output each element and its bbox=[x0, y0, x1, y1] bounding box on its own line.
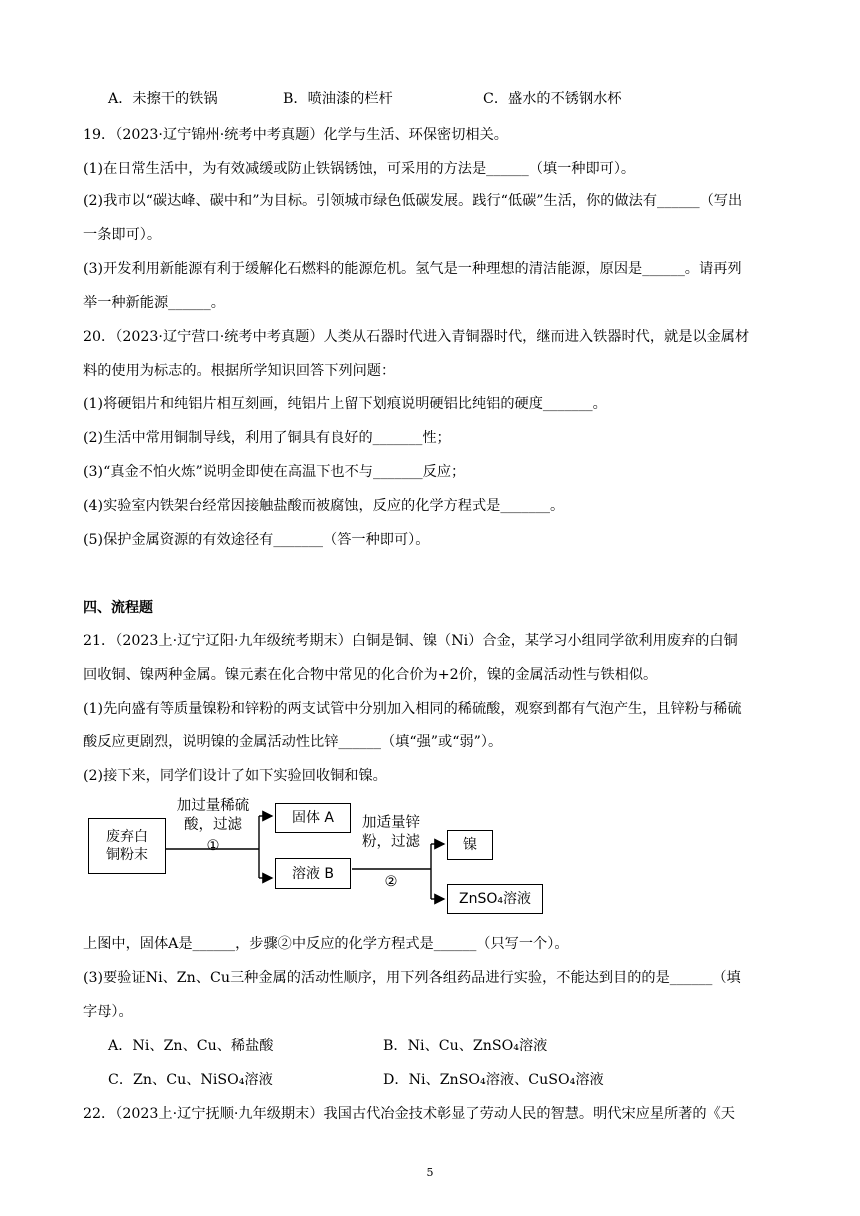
q21-option-c: C．Zn、Cu、NiSO₄溶液 bbox=[108, 1072, 273, 1088]
q19-part2-line1: (2)我市以“碳达峰、碳中和”为目标。引领城市绿色低碳发展。践行“低碳”生活，你的做法有______（写出 bbox=[83, 193, 743, 209]
q20-part3: (3)“真金不怕火炼”说明金即使在高温下也不与_______反应； bbox=[83, 464, 466, 480]
q20-part5: (5)保护金属资源的有效途径有_______（答一种即可）。 bbox=[83, 532, 430, 548]
page-number: 5 bbox=[426, 1166, 434, 1179]
q20-part2: (2)生活中常用铜制导线，利用了铜具有良好的_______性； bbox=[83, 430, 451, 446]
q21-part2-question: 上图中，固体A是______，步骤②中反应的化学方程式是______（只写一个）。 bbox=[83, 936, 569, 952]
flow-step2-number: ② bbox=[384, 874, 398, 890]
flow-step1-number: ① bbox=[206, 838, 220, 854]
flow-step1-reagent: 加过量稀硫 酸，过滤 bbox=[176, 798, 250, 833]
flow-solid-a-box: 固体 A bbox=[275, 803, 351, 833]
section-title: 四、流程题 bbox=[83, 600, 153, 616]
q21-stem-line2: 回收铜、镍两种金属。镍元素在化合物中常见的化合价为+2价，镍的金属活动性与铁相似。 bbox=[83, 667, 658, 683]
q20-stem-line1: 20．（2023·辽宁营口·统考中考真题）人类从石器时代进入青铜器时代，继而进入铁器时代，就是以金属材 bbox=[83, 329, 750, 345]
q19-stem: 19．（2023·辽宁锦州·统考中考真题）化学与生活、环保密切相关。 bbox=[83, 127, 508, 143]
flow-diagram bbox=[83, 796, 563, 922]
q21-part3-line2: 字母）。 bbox=[83, 1004, 133, 1020]
q19-part3-line2: 举一种新能源______。 bbox=[83, 295, 225, 311]
q22-stem-line1: 22．（2023上·辽宁抚顺·九年级期末）我国古代冶金技术彰显了劳动人民的智慧。明代宋应星所著的《天 bbox=[83, 1106, 735, 1122]
q21-part2: (2)接下来，同学们设计了如下实验回收铜和镍。 bbox=[83, 768, 387, 784]
q21-part3-line1: (3)要验证Ni、Zn、Cu三种金属的活动性顺序，用下列各组药品进行实验，不能达到目的的是______（填 bbox=[83, 970, 741, 986]
flow-solution-b-box: 溶液 B bbox=[275, 858, 351, 889]
q20-stem-line2: 料的使用为标志的。根据所学知识回答下列问题： bbox=[83, 363, 396, 379]
q19-part2-line2: 一条即可）。 bbox=[83, 227, 162, 243]
q21-option-a: A．Ni、Zn、Cu、稀盐酸 bbox=[108, 1038, 274, 1054]
q20-part1: (1)将硬铝片和纯铝片相互刻画，纯铝片上留下划痕说明硬铝比纯铝的硬度_______。 bbox=[83, 396, 607, 412]
q18-option-b: B．喷油漆的栏杆 bbox=[283, 91, 393, 107]
flow-start-box: 废弃白 铜粉末 bbox=[88, 818, 166, 874]
q18-option-c: C．盛水的不锈钢水杯 bbox=[483, 91, 622, 107]
q21-part1-line1: (1)先向盛有等质量镍粉和锌粉的两支试管中分别加入相同的稀硫酸，观察到都有气泡产生，且锌粉与稀硫 bbox=[83, 701, 742, 717]
flow-step2-reagent: 加适量锌 粉，过滤 bbox=[362, 815, 420, 850]
q19-part1: (1)在日常生活中，为有效减缓或防止铁锅锈蚀，可采用的方法是______（填一种即可）。 bbox=[83, 161, 636, 177]
flow-nickel-box: 镍 bbox=[447, 830, 493, 860]
q19-part3-line1: (3)开发利用新能源有利于缓解化石燃料的能源危机。氢气是一种理想的清洁能源，原因是______。请再列 bbox=[83, 261, 742, 277]
q21-option-d: D．Ni、ZnSO₄溶液、CuSO₄溶液 bbox=[383, 1072, 604, 1088]
q21-option-b: B．Ni、Cu、ZnSO₄溶液 bbox=[383, 1038, 548, 1054]
flow-znso4-box: ZnSO₄溶液 bbox=[447, 884, 543, 914]
q21-part1-line2: 酸反应更剧烈，说明镍的金属活动性比锌______（填“强”或“弱”）。 bbox=[83, 734, 503, 750]
q18-option-a: A．未擦干的铁锅 bbox=[108, 91, 218, 107]
q20-part4: (4)实验室内铁架台经常因接触盐酸而被腐蚀，反应的化学方程式是_______。 bbox=[83, 498, 565, 514]
q21-stem-line1: 21．（2023上·辽宁辽阳·九年级统考期末）白铜是铜、镍（Ni）合金，某学习小组同学欲利用废弃的白铜 bbox=[83, 633, 738, 649]
